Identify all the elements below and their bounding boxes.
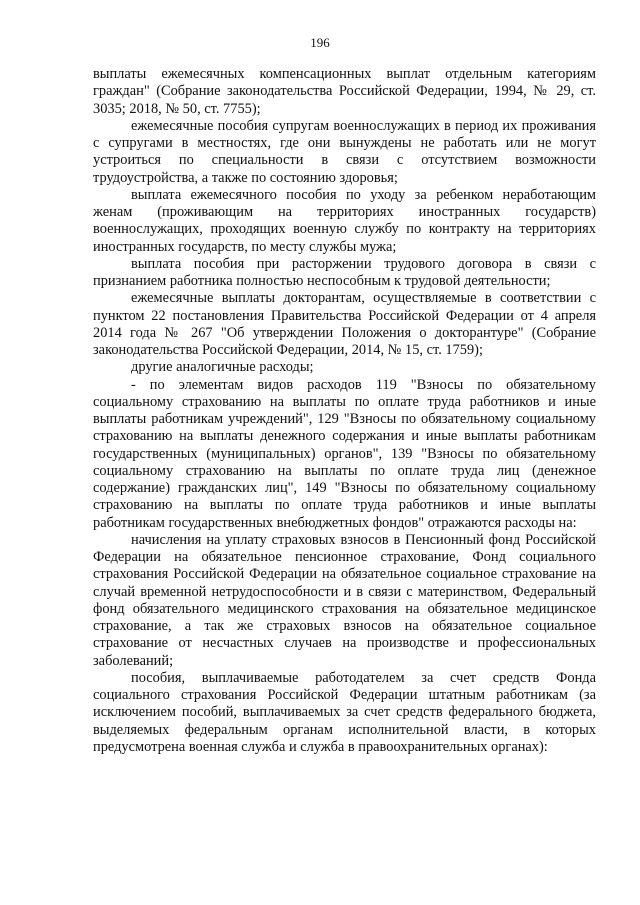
paragraph-childcare-allowance: выплата ежемесячного пособия по уходу за ребенком неработающим женам (проживающим на территориях иностранных государств) военнослужащих, проходящих военную службу по контракту на территориях иностранных государств, по месту службы мужа; (93, 186, 596, 255)
paragraph-termination-allowance: выплата пособия при расторжении трудового договора в связи с признанием работника полностью неспособным к трудовой деятельности; (93, 255, 596, 289)
paragraph-other-expenses: другие аналогичные расходы; (131, 359, 314, 376)
paragraph-expense-elements: - по элементам видов расходов 119 "Взносы по обязательному социальному страхованию на выплаты по оплате труда работников и иные выплаты работникам учреждений", 129 "Взносы по обязательному социальному страхованию на выплаты денежного содержания и иные выплаты работникам государственных (муниципальных) органов", 139 "Взносы по обязательному социальному страхованию на выплаты по оплате труда лиц (денежное содержание) гражданских лиц", 149 "Взносы по обязательному социальному страхованию на выплаты по оплате труда работников и иные выплаты работникам государственных внебюджетных фондов" отражаются расходы на: (93, 376, 596, 531)
paragraph-spouse-allowance: ежемесячные пособия супругам военнослужащих в период их проживания с супругами в местностях, где они вынуждены не работать или не могут устроиться по специальности в связи с отсутствием возможности трудоустройства, а также по состоянию здоровья; (93, 117, 596, 186)
page-number: 196 (310, 35, 330, 50)
document-body (93, 66, 596, 756)
paragraph-doctoral-payments: ежемесячные выплаты докторантам, осуществляемые в соответствии с пунктом 22 постановления Правительства Российской Федерации от 4 апреля 2014 года № 267 "Об утверждении Положения о докторантуре" (Собрание законодательства Российской Федерации, 2014, № 15, ст. 1759); (93, 290, 596, 358)
paragraph-insurance-contributions: начисления на уплату страховых взносов в Пенсионный фонд Российской Федерации на обязательное пенсионное страхование, Фонд социального страхования Российской Федерации на обязательное социальное страхование на случай временной нетрудоспособности и в связи с материнством, Федеральный фонд обязательного медицинского страхования на обязательное медицинское страхование, а так же страховых взносов на обязательное социальное страхование от несчастных случаев на производстве и профессиональных заболеваний; (93, 531, 596, 669)
paragraph-employer-benefits: пособия, выплачиваемые работодателем за счет средств Фонда социального страхования Российской Федерации штатным работникам (за исключением пособий, выплачиваемых за счет средств федерального бюджета, выделяемых федеральным органам исполнительной власти, в которых предусмотрена военная служба и служба в правоохранительных органах): (93, 669, 596, 755)
paragraph-continuation: выплаты ежемесячных компенсационных выплат отдельным категориям граждан" (Собрание законодательства Российской Федерации, 1994, № 29, ст. 3035; 2018, № 50, ст. 7755); (93, 66, 596, 117)
